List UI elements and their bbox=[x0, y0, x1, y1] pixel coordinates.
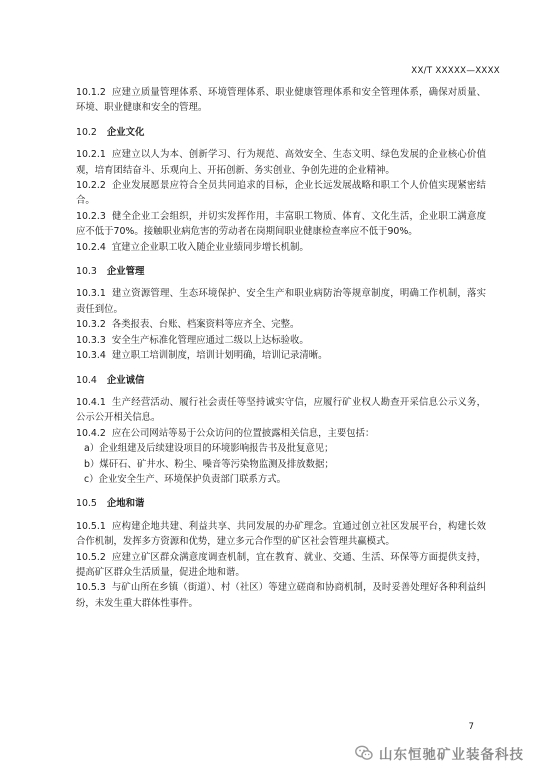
watermark-text: 山东恒驰矿业装备科技 bbox=[379, 747, 524, 763]
clause-text: 健全企业工会组织，并切实发挥作用，丰富职工物质、体育、文化生活，企业职工满意度应不低于70%。接触职业病危害的劳动者在岗期间职业健康检查率应不低于90%。 bbox=[76, 210, 486, 238]
clause-number: 10.2.4 bbox=[76, 241, 106, 253]
clause-paragraph bbox=[76, 147, 486, 178]
clause-paragraph bbox=[76, 178, 486, 209]
clause-number: 10.5.1 bbox=[76, 520, 106, 532]
clause-paragraph bbox=[76, 286, 486, 317]
clause-text: 与矿山所在乡镇（街道）、村（社区）等建立磋商和协商机制，及时妥善处理好各种利益纠纷，未发生重大群体性事件。 bbox=[76, 582, 486, 609]
clause-text: 应建立质量管理体系、环境管理体系、职业健康管理体系和安全管理体系，确保对质量、环境、职业健康和安全的管理。 bbox=[76, 87, 486, 114]
clause-paragraph bbox=[76, 209, 486, 240]
section-heading bbox=[76, 496, 486, 511]
section-heading bbox=[76, 125, 486, 140]
page-number: 7 bbox=[468, 722, 474, 732]
section-title: 企业诚信 bbox=[106, 374, 145, 386]
clause-number: 10.1.2 bbox=[76, 87, 106, 98]
section-title: 企业管理 bbox=[106, 266, 145, 278]
clause-number: 10.4.2 bbox=[76, 427, 106, 439]
list-item: b）煤矸石、矿井水、粉尘、噪音等污染物监测及排放数据； bbox=[84, 458, 334, 470]
clause-number: 10.2.2 bbox=[76, 180, 106, 192]
clause-paragraph bbox=[76, 240, 486, 255]
clause-text: 应建立以人为本、创新学习、行为规范、高效安全、生态文明、绿色发展的企业核心价值观，培育团结奋斗、乐观向上、开拓创新、务实创业、争创先进的企业精神。 bbox=[76, 149, 486, 176]
clause-paragraph bbox=[76, 333, 486, 348]
section-number: 10.3 bbox=[76, 266, 97, 278]
clause-text: 宜建立企业职工收入随企业业绩同步增长机制。 bbox=[111, 241, 309, 253]
clause-text: 应建立矿区群众满意度调查机制，宜在教育、就业、交通、生活、环保等方面提供支持，提高矿区群众生活质量，促进企地和谐。 bbox=[76, 551, 486, 578]
section-title: 企业文化 bbox=[106, 126, 145, 138]
clause-paragraph bbox=[76, 580, 486, 611]
clause-paragraph bbox=[76, 550, 486, 581]
section-number: 10.5 bbox=[76, 498, 97, 510]
section-number: 10.4 bbox=[76, 374, 97, 386]
section-heading bbox=[76, 264, 486, 279]
clause-paragraph bbox=[76, 317, 486, 332]
section-title: 企地和谐 bbox=[106, 498, 145, 510]
clause-number: 10.3.1 bbox=[76, 288, 106, 300]
clause-number: 10.5.3 bbox=[76, 582, 106, 594]
clause-text: 企业发展愿景应符合全员共同追求的目标，企业长远发展战略和职工个人价值实现紧密结合。 bbox=[76, 180, 486, 207]
clause-number: 10.3.3 bbox=[76, 334, 106, 346]
clause-text: 应构建企地共建、利益共享、共同发展的办矿理念。宜通过创立社区发展平台，构建长效合作机制，发挥多方资源和优势，建立多元合作型的矿区社会管理共赢模式。 bbox=[76, 520, 486, 548]
clause-text: 安全生产标准化管理应通过二级以上达标验收。 bbox=[111, 334, 309, 346]
clause-paragraph bbox=[76, 85, 486, 116]
clause-number: 10.4.1 bbox=[76, 396, 106, 408]
clause-paragraph bbox=[76, 426, 486, 441]
section-number: 10.2 bbox=[76, 126, 97, 138]
list-item: c）企业安全生产、环境保护负责部门联系方式。 bbox=[84, 473, 287, 485]
list-item: a）企业组建及后续建设项目的环境影响报告书及批复意见； bbox=[84, 443, 334, 455]
clause-text: 建立职工培训制度，培训计划明确，培训记录清晰。 bbox=[111, 350, 328, 362]
document-code: XX/T XXXXX—XXXX bbox=[411, 66, 500, 76]
clause-number: 10.2.1 bbox=[76, 149, 106, 161]
clause-text: 生产经营活动、履行社会责任等坚持诚实守信，应履行矿业权人勘查开采信息公示义务，公示公开相关信息。 bbox=[76, 396, 486, 424]
clause-paragraph bbox=[76, 395, 486, 426]
clause-paragraph bbox=[76, 348, 486, 363]
clause-text: 应在公司网站等易于公众访问的位置披露相关信息，主要包括： bbox=[111, 427, 375, 439]
section-heading bbox=[76, 373, 486, 388]
document-body bbox=[76, 85, 486, 611]
clause-number: 10.2.3 bbox=[76, 210, 106, 222]
clause-text: 各类报表、台账、档案资料等应齐全、完整。 bbox=[111, 319, 300, 331]
clause-paragraph bbox=[76, 519, 486, 550]
clause-number: 10.5.2 bbox=[76, 551, 106, 563]
clause-number: 10.3.4 bbox=[76, 350, 106, 362]
clause-text: 建立资源管理、生态环境保护、安全生产和职业病防治等规章制度，明确工作机制，落实责任到位。 bbox=[76, 288, 486, 315]
watermark bbox=[355, 743, 524, 763]
wechat-icon bbox=[355, 745, 373, 761]
clause-number: 10.3.2 bbox=[76, 319, 106, 331]
